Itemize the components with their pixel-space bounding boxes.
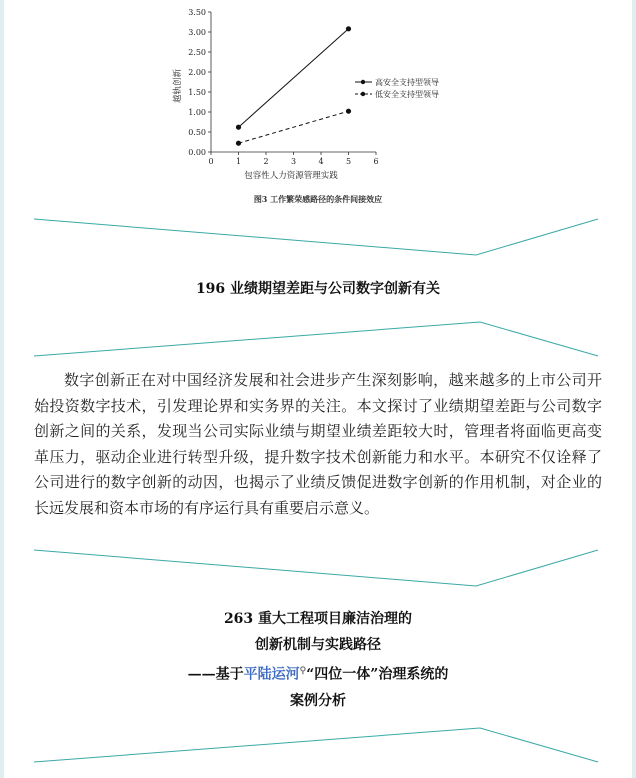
y-tick-label: 1.00	[188, 108, 206, 117]
x-axis-label: 包容性人力资源管理实践	[244, 171, 338, 181]
x-tick-label: 1	[235, 157, 242, 166]
legend-marker-1	[361, 80, 365, 84]
article1-abstract: 数字创新正在对中国经济发展和社会进步产生深刻影响，越来越多的上市公司开始投资数字技术，引发理论界和实务界的关注。本文探讨了业绩期望差距与公司数字创新之间的关系，发现当公司实际业绩与期望业绩差距较大时，管理者将面临更高变革压力，驱动企业进行转型升级，提升数字技术创新能力和水平。本研究不仅诠释了公司进行的数字创新的动因，也揭示了业绩反馈促进数字创新的作用机制，对企业的长远发展和资本市场的有序运行具有重要启示意义。	[34, 371, 602, 517]
data-point	[346, 109, 351, 114]
x-tick-label: 2	[263, 157, 269, 166]
legend-label-1: 高安全支持型领导	[375, 78, 439, 87]
article2-heading[interactable]	[0, 606, 636, 714]
y-tick-label: 0.50	[188, 128, 206, 137]
zigzag-divider-3	[0, 544, 636, 590]
series-line-1	[239, 29, 349, 127]
x-tick-label: 5	[345, 157, 352, 166]
x-tick-label: 6	[373, 157, 379, 166]
article2-heading-line2: 创新机制与实践路径	[255, 637, 381, 653]
article2-heading-suffix: “四位一体”治理系统的	[306, 666, 449, 683]
y-tick-label: 3.50	[188, 8, 206, 17]
x-tick-label: 0	[208, 157, 214, 166]
y-tick-label: 2.00	[188, 68, 206, 77]
data-point	[236, 125, 241, 130]
y-axis-label: 越轨创新	[173, 68, 183, 104]
x-tick-label: 4	[318, 157, 324, 166]
article2-heading-line3	[0, 658, 636, 688]
line-chart	[0, 0, 636, 190]
y-tick-label: 1.50	[188, 88, 206, 97]
search-icon[interactable]: ⚲	[299, 666, 307, 676]
data-point	[236, 141, 241, 146]
zigzag-divider-2	[0, 318, 636, 362]
data-point	[346, 26, 351, 31]
zigzag-divider-1	[0, 214, 636, 260]
legend-label-2: 低安全支持型领导	[375, 90, 439, 99]
y-tick-label: 0.00	[188, 148, 206, 157]
zigzag-divider-4	[0, 724, 636, 768]
article2-heading-prefix: ——基于	[187, 666, 244, 683]
article1-heading[interactable]: 196 业绩期望差距与公司数字创新有关	[195, 281, 441, 297]
x-tick-label: 3	[290, 157, 297, 166]
y-tick-label: 2.50	[188, 48, 206, 57]
y-tick-label: 3.00	[188, 28, 206, 37]
figure-caption: 图3 工作繁荣感路径的条件间接效应	[253, 194, 383, 204]
article2-heading-line4: 案例分析	[290, 692, 346, 709]
article2-heading-line1: 263 重大工程项目廉洁治理的	[223, 611, 413, 627]
canal-search-link[interactable]: 平陆运河	[243, 666, 300, 683]
legend-marker-2	[361, 92, 365, 96]
series-line-2	[239, 111, 349, 143]
